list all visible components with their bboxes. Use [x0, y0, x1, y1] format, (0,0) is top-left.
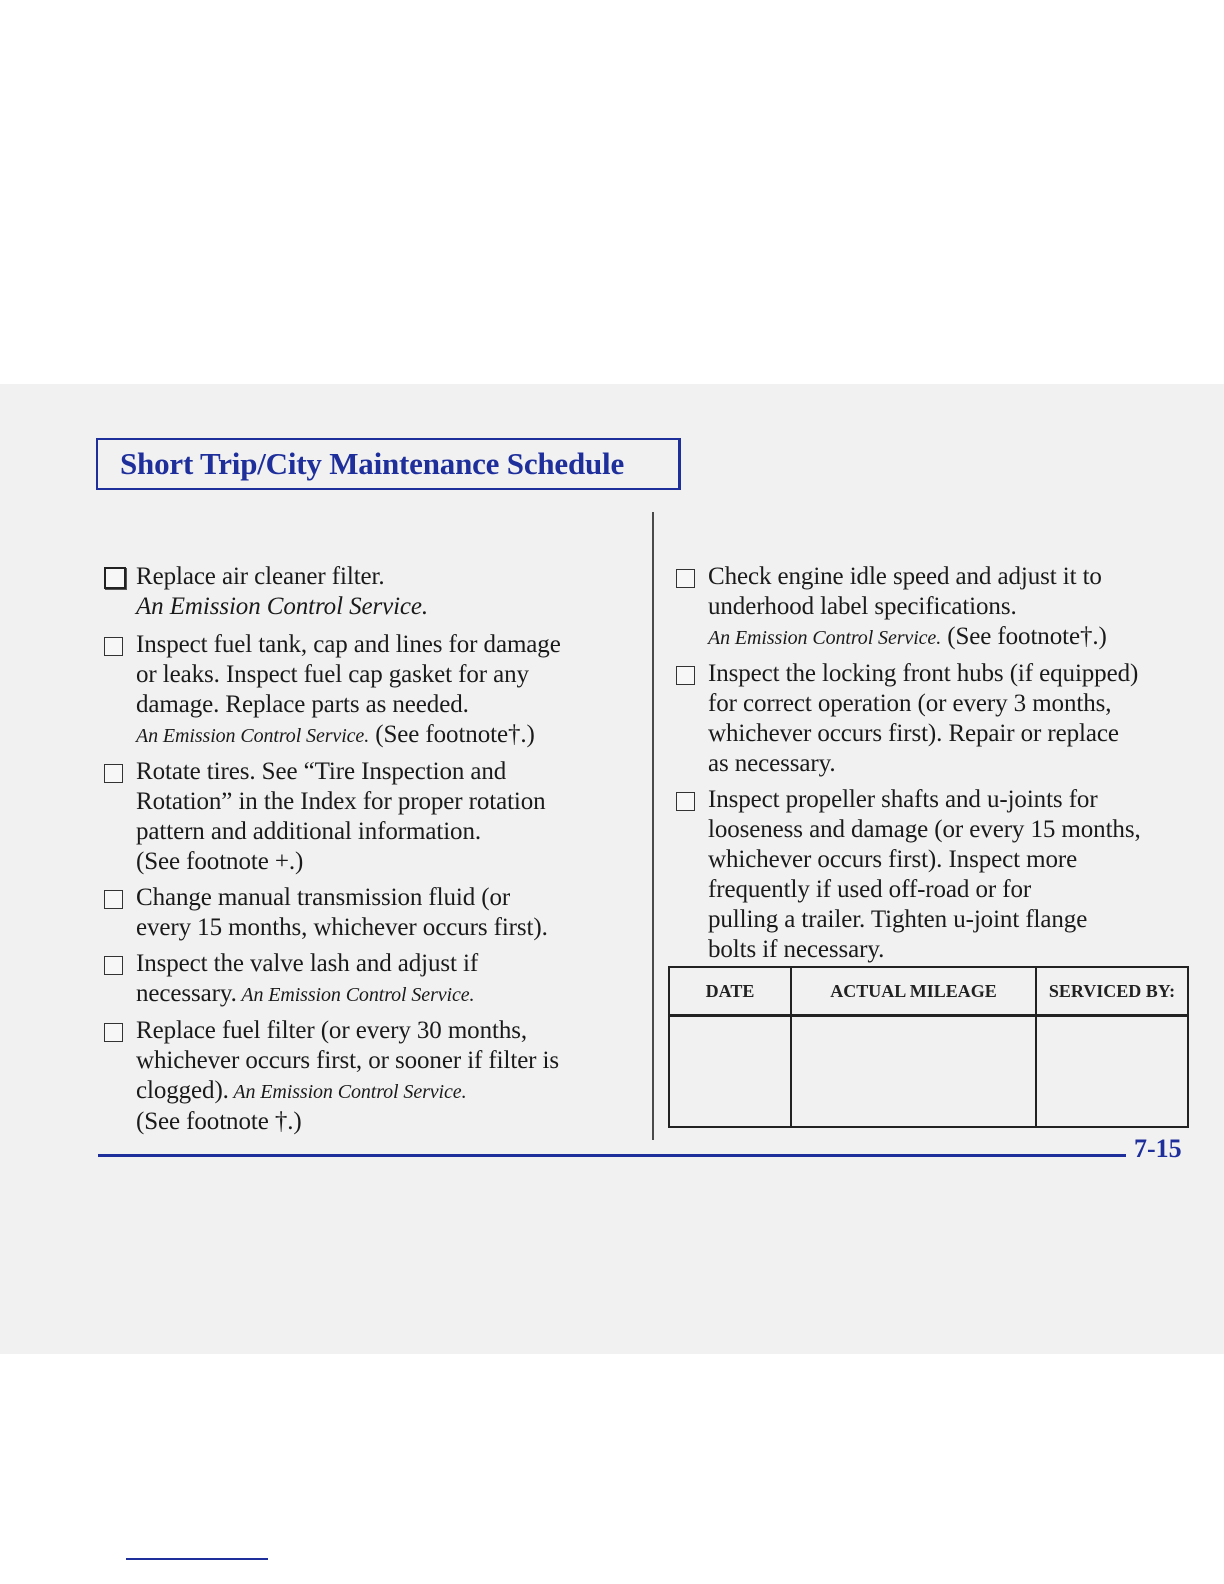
item-line: for correct operation (or every 3 months,	[708, 690, 1112, 717]
checkbox-icon[interactable]	[676, 792, 695, 811]
item-line: (See footnote +.)	[136, 848, 304, 875]
date-cell[interactable]	[669, 1016, 791, 1128]
item-line: clogged).	[136, 1077, 229, 1104]
emission-note: An Emission Control Service.	[136, 593, 429, 620]
checkbox-icon[interactable]	[676, 569, 695, 588]
serviced-by-column-header: SERVICED BY:	[1036, 967, 1188, 1016]
item-line: pulling a trailer. Tighten u-joint flange	[708, 906, 1088, 933]
footnote-ref: (See footnote†.)	[369, 721, 535, 748]
emission-note: An Emission Control Service.	[228, 1081, 467, 1103]
footnote-ref: (See footnote†.)	[941, 623, 1107, 650]
bottom-rule	[126, 1558, 268, 1560]
checkbox-icon[interactable]	[104, 567, 126, 589]
column-divider	[652, 512, 654, 1140]
item-line: frequently if used off-road or for	[708, 876, 1032, 903]
item-line: whichever occurs first, or sooner if filter is	[136, 1047, 560, 1074]
section-title-box	[96, 438, 681, 490]
item-line: Replace fuel filter (or every 30 months,	[136, 1017, 527, 1044]
checklist-item-fuel-tank	[104, 630, 624, 751]
checklist-item-fuel-filter	[104, 1016, 624, 1137]
checkbox-icon[interactable]	[676, 666, 695, 685]
item-line: necessary.	[136, 980, 237, 1007]
item-line: damage. Replace parts as needed.	[136, 691, 469, 718]
footnote-ref: (See footnote †.)	[136, 1108, 302, 1135]
item-line: underhood label specifications.	[708, 593, 1017, 620]
table-row	[669, 1016, 1188, 1128]
item-line: as necessary.	[708, 750, 836, 777]
item-line: Replace air cleaner filter.	[136, 563, 385, 590]
emission-note: An Emission Control Service.	[708, 627, 942, 649]
footer-rule	[98, 1154, 1126, 1157]
item-line: Inspect the locking front hubs (if equipped)	[708, 660, 1139, 687]
item-line: looseness and damage (or every 15 months,	[708, 816, 1141, 843]
item-line: Check engine idle speed and adjust it to	[708, 563, 1102, 590]
page-title: Short Trip/City Maintenance Schedule	[120, 446, 625, 481]
item-line: Inspect the valve lash and adjust if	[136, 950, 479, 977]
checkbox-icon[interactable]	[104, 956, 123, 975]
table-header-row	[669, 967, 1188, 1016]
item-line: pattern and additional information.	[136, 818, 482, 845]
checkbox-icon[interactable]	[104, 764, 123, 783]
checkbox-icon[interactable]	[104, 637, 123, 656]
checklist-item-valve-lash	[104, 949, 624, 1010]
serviced-by-cell[interactable]	[1036, 1016, 1188, 1128]
service-record-table	[668, 966, 1189, 1128]
checklist-item-locking-hubs	[676, 659, 1206, 779]
item-line: or leaks. Inspect fuel cap gasket for any	[136, 661, 529, 688]
mileage-cell[interactable]	[791, 1016, 1036, 1128]
item-line: Inspect propeller shafts and u-joints for	[708, 786, 1098, 813]
checklist-item-idle-speed	[676, 562, 1206, 653]
emission-note: An Emission Control Service.	[136, 725, 370, 747]
checklist-item-propeller-shafts	[676, 785, 1206, 965]
checkbox-icon[interactable]	[104, 1023, 123, 1042]
item-line: whichever occurs first). Inspect more	[708, 846, 1078, 873]
item-line: whichever occurs first). Repair or replace	[708, 720, 1119, 747]
checklist-item-air-filter	[104, 562, 624, 622]
emission-note: An Emission Control Service.	[236, 984, 475, 1006]
item-line: every 15 months, whichever occurs first).	[136, 914, 548, 941]
checkbox-icon[interactable]	[104, 890, 123, 909]
page-number: 7-15	[1134, 1134, 1182, 1163]
item-line: Change manual transmission fluid (or	[136, 884, 511, 911]
checklist-item-rotate-tires	[104, 757, 624, 877]
item-line: Rotate tires. See “Tire Inspection and	[136, 758, 507, 785]
date-column-header: DATE	[669, 967, 791, 1016]
mileage-column-header: ACTUAL MILEAGE	[791, 967, 1036, 1016]
checklist-item-transmission-fluid	[104, 883, 624, 943]
right-column	[676, 562, 1206, 969]
item-line: Inspect fuel tank, cap and lines for damage	[136, 631, 561, 658]
left-column	[104, 562, 624, 1141]
item-line: Rotation” in the Index for proper rotation	[136, 788, 546, 815]
item-line: bolts if necessary.	[708, 936, 885, 963]
